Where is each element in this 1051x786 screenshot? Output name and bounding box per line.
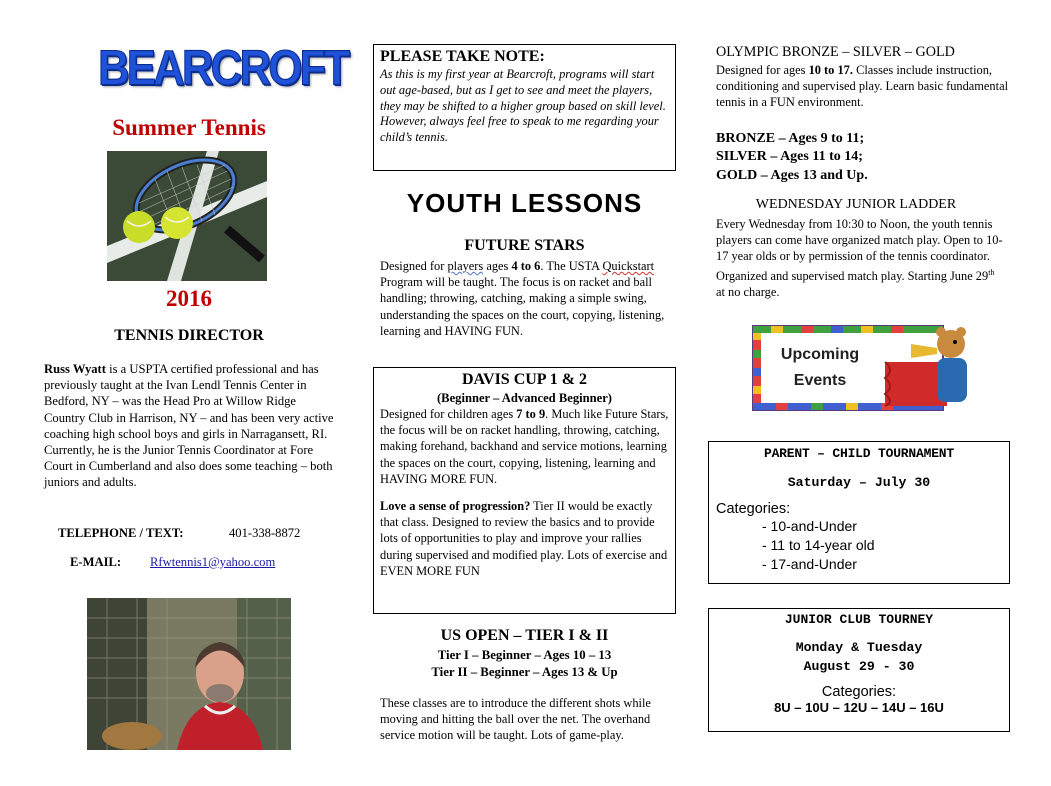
- category-item: - 10-and-Under: [762, 518, 857, 534]
- bronze-level: BRONZE – Ages 9 to 11;: [716, 131, 865, 146]
- future-text-part4: Program will be taught. The focus is on racket and ball handling; throwing, catching, making a simple swing, understanding the spaces on the court, copying, listening, learning and HAVING FUN.: [380, 275, 665, 338]
- future-stars-heading: FUTURE STARS: [464, 237, 585, 254]
- junior-club-categories-label: Categories:: [821, 684, 897, 700]
- davis-ages: 7 to 9: [516, 407, 546, 421]
- davis-cup-progression: [380, 498, 669, 579]
- us-open-text: These classes are to introduce the different shots while moving and hitting the ball over the net. The overhand service motion will be taught. Lots of game-play.: [380, 696, 651, 743]
- davis-text-part3: Tier II would be exactly that class. Designed to review the basics and to provide lots of opportunities to play and improve your rallies during supervised and modified play. Lots of exercise and EVEN MORE FUN: [380, 499, 668, 578]
- email-row: [70, 555, 350, 570]
- olympic-text-part1: Designed for ages: [716, 63, 809, 77]
- parent-child-category-list: [716, 517, 1002, 574]
- youth-lessons-heading: YOUTH LESSONS: [406, 188, 643, 218]
- racket-and-balls-image: [107, 151, 267, 281]
- year-label: 2016: [166, 286, 212, 311]
- us-open-tier2: Tier II – Beginner – Ages 13 & Up: [431, 665, 618, 679]
- parent-child-date: Saturday – July 30: [787, 475, 931, 490]
- ladder-superscript: th: [988, 267, 995, 277]
- junior-club-date2: August 29 - 30: [803, 659, 915, 674]
- junior-club-category-list: 8U – 10U – 12U – 14U – 16U: [774, 700, 944, 715]
- olympic-text: [716, 62, 1008, 111]
- director-portrait-image: [87, 598, 291, 750]
- bear-trumpet-banner-image: [751, 322, 976, 412]
- please-take-note-box: [373, 44, 676, 171]
- future-text-part3: . The USTA: [540, 259, 603, 273]
- junior-club-tourney-box: [708, 608, 1010, 732]
- events-line1: Upcoming: [780, 346, 860, 363]
- olympic-heading: OLYMPIC BRONZE – SILVER – GOLD: [716, 44, 955, 60]
- telephone-value: 401-338-8872: [229, 526, 301, 540]
- future-text-part1: Designed for: [380, 259, 448, 273]
- future-ages: 4 to 6: [511, 259, 541, 273]
- davis-cup-text: [380, 406, 669, 487]
- parent-child-categories-label: Categories:: [716, 501, 791, 517]
- events-line2: Events: [793, 372, 847, 389]
- wednesday-ladder-text: [716, 216, 1006, 300]
- future-text-part2: ages: [483, 259, 512, 273]
- olympic-levels: [716, 130, 1016, 185]
- olympic-ages: 10 to 17.: [808, 63, 853, 77]
- bearcroft-logo: [98, 40, 348, 100]
- tennis-racket-photo: [107, 151, 267, 281]
- parent-child-heading: PARENT – CHILD TOURNAMENT: [763, 446, 955, 461]
- us-open-heading: US OPEN – TIER I & II: [440, 627, 609, 644]
- ladder-text-part2: at no charge.: [716, 284, 780, 299]
- parent-child-tournament-box: [708, 441, 1010, 584]
- future-stars-text: [380, 258, 672, 339]
- davis-cup-box: [373, 367, 676, 614]
- wednesday-ladder-heading: WEDNESDAY JUNIOR LADDER: [755, 197, 957, 212]
- note-text: As this is my first year at Bearcroft, programs will start out age-based, but as I get to see and meet the players, they may be shifted to a higher group based on skill level. However, always feel free to speak to me regarding your child’s tennis.: [380, 67, 666, 145]
- davis-text-part1: Designed for children ages: [380, 407, 517, 421]
- davis-progression-lead: Love a sense of progression?: [380, 499, 531, 514]
- olympic-text-part2: Classes include instruction, conditioning and supervised play. Learn basic fundamental tennis in a FUN environment.: [716, 63, 1009, 110]
- davis-text-part2: . Much like Future Stars, the focus will be on racket handling, throwing, catching, making forehand, backhand and service motions, learning the spaces on the court, copying, listening, learning and HAVING MORE FUN.: [380, 407, 669, 486]
- director-bio: [44, 361, 340, 491]
- future-word-players: players: [447, 259, 484, 273]
- davis-cup-subheading: (Beginner – Advanced Beginner): [436, 391, 613, 405]
- director-name: Russ Wyatt: [44, 362, 106, 376]
- ladder-text-part1: Every Wednesday from 10:30 to Noon, the youth tennis players can come have organized match play. Open to 10-17 year olds or by permission of the tennis coordinator. Organized and supervised match play. Starting June 29: [716, 217, 1003, 283]
- email-label: E-MAIL:: [70, 555, 122, 569]
- telephone-label: TELEPHONE / TEXT:: [58, 526, 184, 540]
- logo-text: BEARCROFT: [98, 41, 348, 96]
- junior-club-heading: JUNIOR CLUB TOURNEY: [784, 612, 934, 627]
- director-photo: [87, 598, 291, 750]
- tennis-director-heading: TENNIS DIRECTOR: [114, 327, 264, 344]
- note-heading: PLEASE TAKE NOTE:: [380, 48, 545, 65]
- upcoming-events-clipart: [751, 322, 976, 412]
- director-bio-text: is a USPTA certified professional and has previously taught at the Ivan Lendl Tennis Center in Bedford, NY – was the Head Pro at Willow Ridge Country Club in Harrison, NY – and has been very active coaching high school boys and girls in Narragansett, RI. Currently, he is the Junior Tennis Coordinator at Fore Court in Cumberland and also does some teaching – both juniors and adults.: [44, 362, 334, 490]
- us-open-tier1: Tier I – Beginner – Ages 10 – 13: [437, 648, 612, 662]
- davis-cup-heading: DAVIS CUP 1 & 2: [461, 371, 588, 388]
- category-item: - 17-and-Under: [762, 556, 857, 572]
- email-link[interactable]: Rfwtennis1@yahoo.com: [150, 555, 276, 569]
- future-word-quickstart: Quickstart: [602, 259, 655, 273]
- summer-tennis-title: Summer Tennis: [112, 115, 266, 140]
- category-item: - 11 to 14-year old: [762, 537, 875, 553]
- telephone-row: [58, 526, 348, 541]
- junior-club-date1: Monday & Tuesday: [795, 640, 923, 655]
- silver-level: SILVER – Ages 11 to 14;: [716, 149, 863, 165]
- gold-level: GOLD – Ages 13 and Up.: [716, 167, 868, 183]
